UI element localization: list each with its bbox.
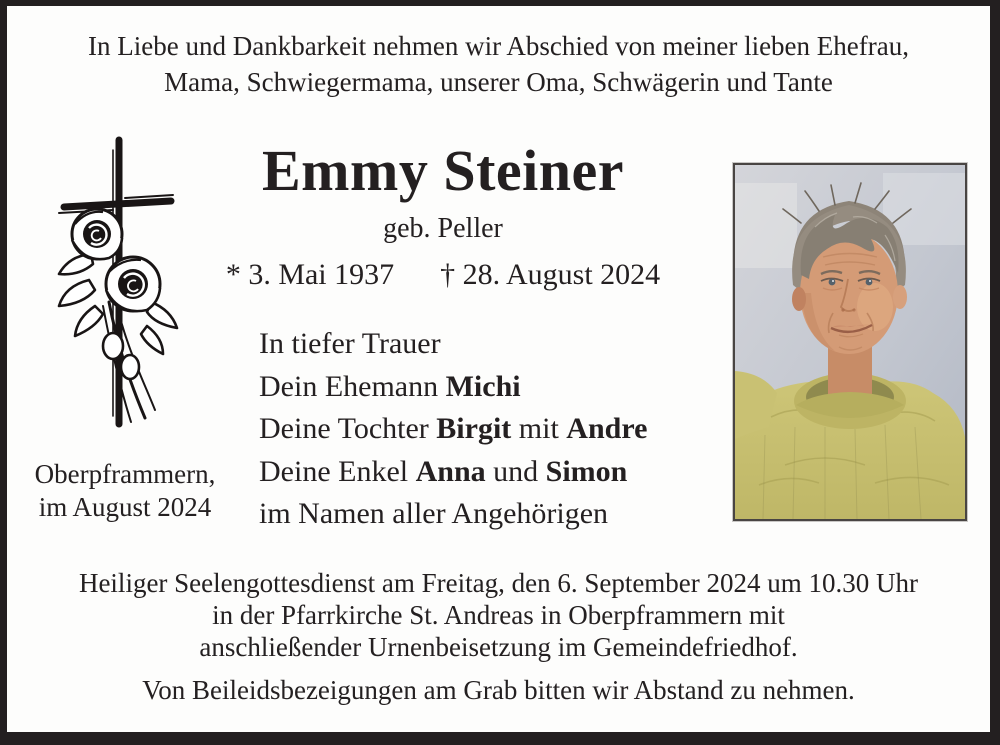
intro-text <box>7 28 990 100</box>
service-info <box>7 567 990 663</box>
intro-line-1: In Liebe und Dankbarkeit nehmen wir Abschied von meiner lieben Ehefrau, <box>88 31 909 61</box>
death-date: † 28. August 2024 <box>440 258 661 291</box>
birth-date: * 3. Mai 1937 <box>225 258 395 291</box>
service-line-1: Heiliger Seelengottesdienst am Freitag, den 6. September 2024 um 10.30 Uhr <box>78 568 919 598</box>
place-line-2: im August 2024 <box>38 492 212 522</box>
mourner-line: im Namen aller Angehörigen <box>259 497 609 530</box>
service-line-2: in der Pfarrkirche St. Andreas in Oberpframmern mit <box>212 600 785 630</box>
maiden-name: geb. Peller <box>383 213 503 244</box>
place-and-date <box>25 458 225 524</box>
mourners-block <box>259 323 647 536</box>
life-dates <box>163 257 723 293</box>
rose-icon <box>72 209 122 259</box>
mourner-line: Dein Ehemann Michi <box>259 369 521 403</box>
place-line-1: Oberpframmern, <box>34 459 216 489</box>
mourner-line: In tiefer Trauer <box>259 327 441 360</box>
rose-icon <box>106 257 160 311</box>
portrait-photo <box>733 163 967 521</box>
deceased-name: Emmy Steiner <box>262 138 624 203</box>
intro-line-2: Mama, Schwiegermama, unserer Oma, Schwägerin und Tante <box>164 67 833 97</box>
mourner-line: Deine Enkel Anna und Simon <box>259 454 628 488</box>
service-line-3: anschließender Urnenbeisetzung im Gemeindefriedhof. <box>199 632 798 662</box>
obituary-card <box>7 6 990 732</box>
mourner-line: Deine Tochter Birgit mit Andre <box>259 412 648 445</box>
condolence-note: Von Beileidsbezeigungen am Grab bitten wir Abstand zu nehmen. <box>142 675 855 705</box>
